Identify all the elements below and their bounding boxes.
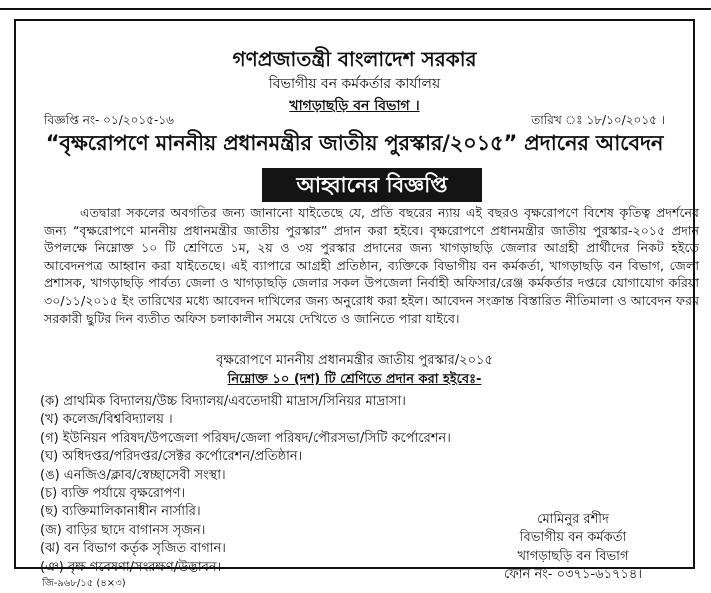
signatory-name: মোমিনুর রশীদ <box>537 512 609 527</box>
government-heading: গণপ্রজাতন্ত্রী বাংলাদেশ সরকার <box>232 47 477 71</box>
forest-division-text: খাগড়াছড়ি বন বিভাগ । <box>289 98 420 114</box>
notice-badge: আহ্বানের বিজ্ঞপ্তি <box>262 168 482 202</box>
notice-headline: “বৃক্ষরোপণে মাননীয় প্রধানমন্ত্রীর জাতীয় পুরস্কার/২০১৫” প্রদানের আবেদন <box>45 131 664 155</box>
list-item: (ঙ) এনজিও/ক্লাব/স্বেচ্ছাসেবী সংস্থা। <box>40 467 226 483</box>
signatory-phone: ফোন নং- ০৩৭১-৬১৭১৪। <box>504 567 642 583</box>
list-item: (ঞ) বৃক্ষ গবেষণা/সংরক্ষণ/উদ্ভাবন। <box>40 559 222 575</box>
list-item: (ঘ) অধিদপ্তর/পরিদপ্তর/সেক্টর কর্পোরেশন/প্রতিষ্ঠান। <box>40 449 303 465</box>
list-item: (চ) ব্যক্তি পর্যায়ে বৃক্ষরোপণ। <box>40 486 186 502</box>
signature-block <box>483 511 663 585</box>
category-list <box>40 393 451 577</box>
signatory-division: খাগড়াছড়ি বন বিভাগ <box>517 548 629 564</box>
signatory-designation: বিভাগীয় বন কর্মকর্তা <box>519 530 627 546</box>
notice-body-paragraph: এতদ্বারা সকলের অবগতির জন্য জানানো যাইতেছে যে, প্রতি বছরের ন্যায় এই বছরও বৃক্ষরোপণে বিশেষ কৃতিত্ব প্রদর্শনের জন্য “বৃক্ষরোপণে মাননীয় প্রধানমন্ত্রীর জাতীয় পুরস্কার” প্রদান করা হইবে। বৃক্ষরোপণে প্রধানমন্ত্রীর জাতীয় পুরস্কার-২০১৫ প্রদান উপলক্ষে নিম্নোক্ত ১০ টি শ্রেণিতে ১ম, ২য় ও ৩য় পুরস্কার প্রদানের জন্য খাগড়াছড়ি জেলার আগ্রহী প্রার্থীদের নিকট হইতে আবেদনপত্র আহ্বান করা যাইতেছে। এই ব্যাপারে আগ্রহী প্রতিষ্ঠান, ব্যক্তিকে বিভাগীয় বন কর্মকর্তা, খাগড়াছড়ি বন বিভাগ, জেলা প্রশাসক, খাগড়াছড়ি পার্বত্য জেলা ও খাগড়াছড়ি জেলার সকল উপজেলা নির্বাহী অফিসার/রেঞ্জ কর্মকর্তার দপ্তরে যোগাযোগ করিয়া ৩০/১১/২০১৫ ইং তারিখের মধ্যে আবেদন দাখিলের জন্য অনুরোধ করা হইল। আবেদন সংক্রান্ত বিস্তারিত নীতিমালা ও আবেদন ফরম সরকারী ছুটির দিন ব্যতীত অফিস চলাকালীন সময়ে দেখিতে ও জানিতে পারা যাইবে। <box>44 205 699 326</box>
list-item: (ছ) ব্যক্তিমালিকানাধীন নার্সারি। <box>40 504 201 520</box>
list-item: (জ) বাড়ির ছাদে বাগানস সৃজন। <box>40 522 206 538</box>
top-border-line <box>0 0 711 10</box>
memo-number: বিজ্ঞপ্তি নং- ০১/২০১৫-১৬ <box>44 113 174 127</box>
list-item: (গ) ইউনিয়ন পরিষদ/উপজেলা পরিষদ/জেলা পরিষদ/পৌরসভা/সিটি কর্পোরেশন। <box>40 430 451 446</box>
award-subtitle-text: নিম্নোক্ত ১০ (দশ) টি শ্রেণিতে প্রদান করা হইবেঃ- <box>227 372 482 387</box>
list-item: (ঝ) বন বিভাগ কর্তৃক সৃজিত বাগান। <box>40 541 226 557</box>
award-title: বৃক্ষরোপণে মাননীয় প্রধানমন্ত্রীর জাতীয় পুরস্কার/২০১৫ <box>216 353 493 368</box>
list-item: (খ) কলেজ/বিশ্ববিদ্যালয় । <box>40 412 173 428</box>
award-subtitle <box>16 370 693 391</box>
notice-frame <box>14 19 699 589</box>
list-item: (ক) প্রাথমিক বিদ্যালয়/উচ্চ বিদ্যালয়/এবতেদায়ী মাদ্রাস/সিনিয়র মাদ্রাসা। <box>40 394 406 409</box>
notice-date: তারিখ ঃ ১৮/১০/২০১৫ । <box>531 113 665 127</box>
publication-code: জি-৯৬৮/১৫ (৪×৩) <box>42 578 126 589</box>
office-name: বিভাগীয় বন কর্মকর্তার কার্যালয় <box>268 76 441 92</box>
